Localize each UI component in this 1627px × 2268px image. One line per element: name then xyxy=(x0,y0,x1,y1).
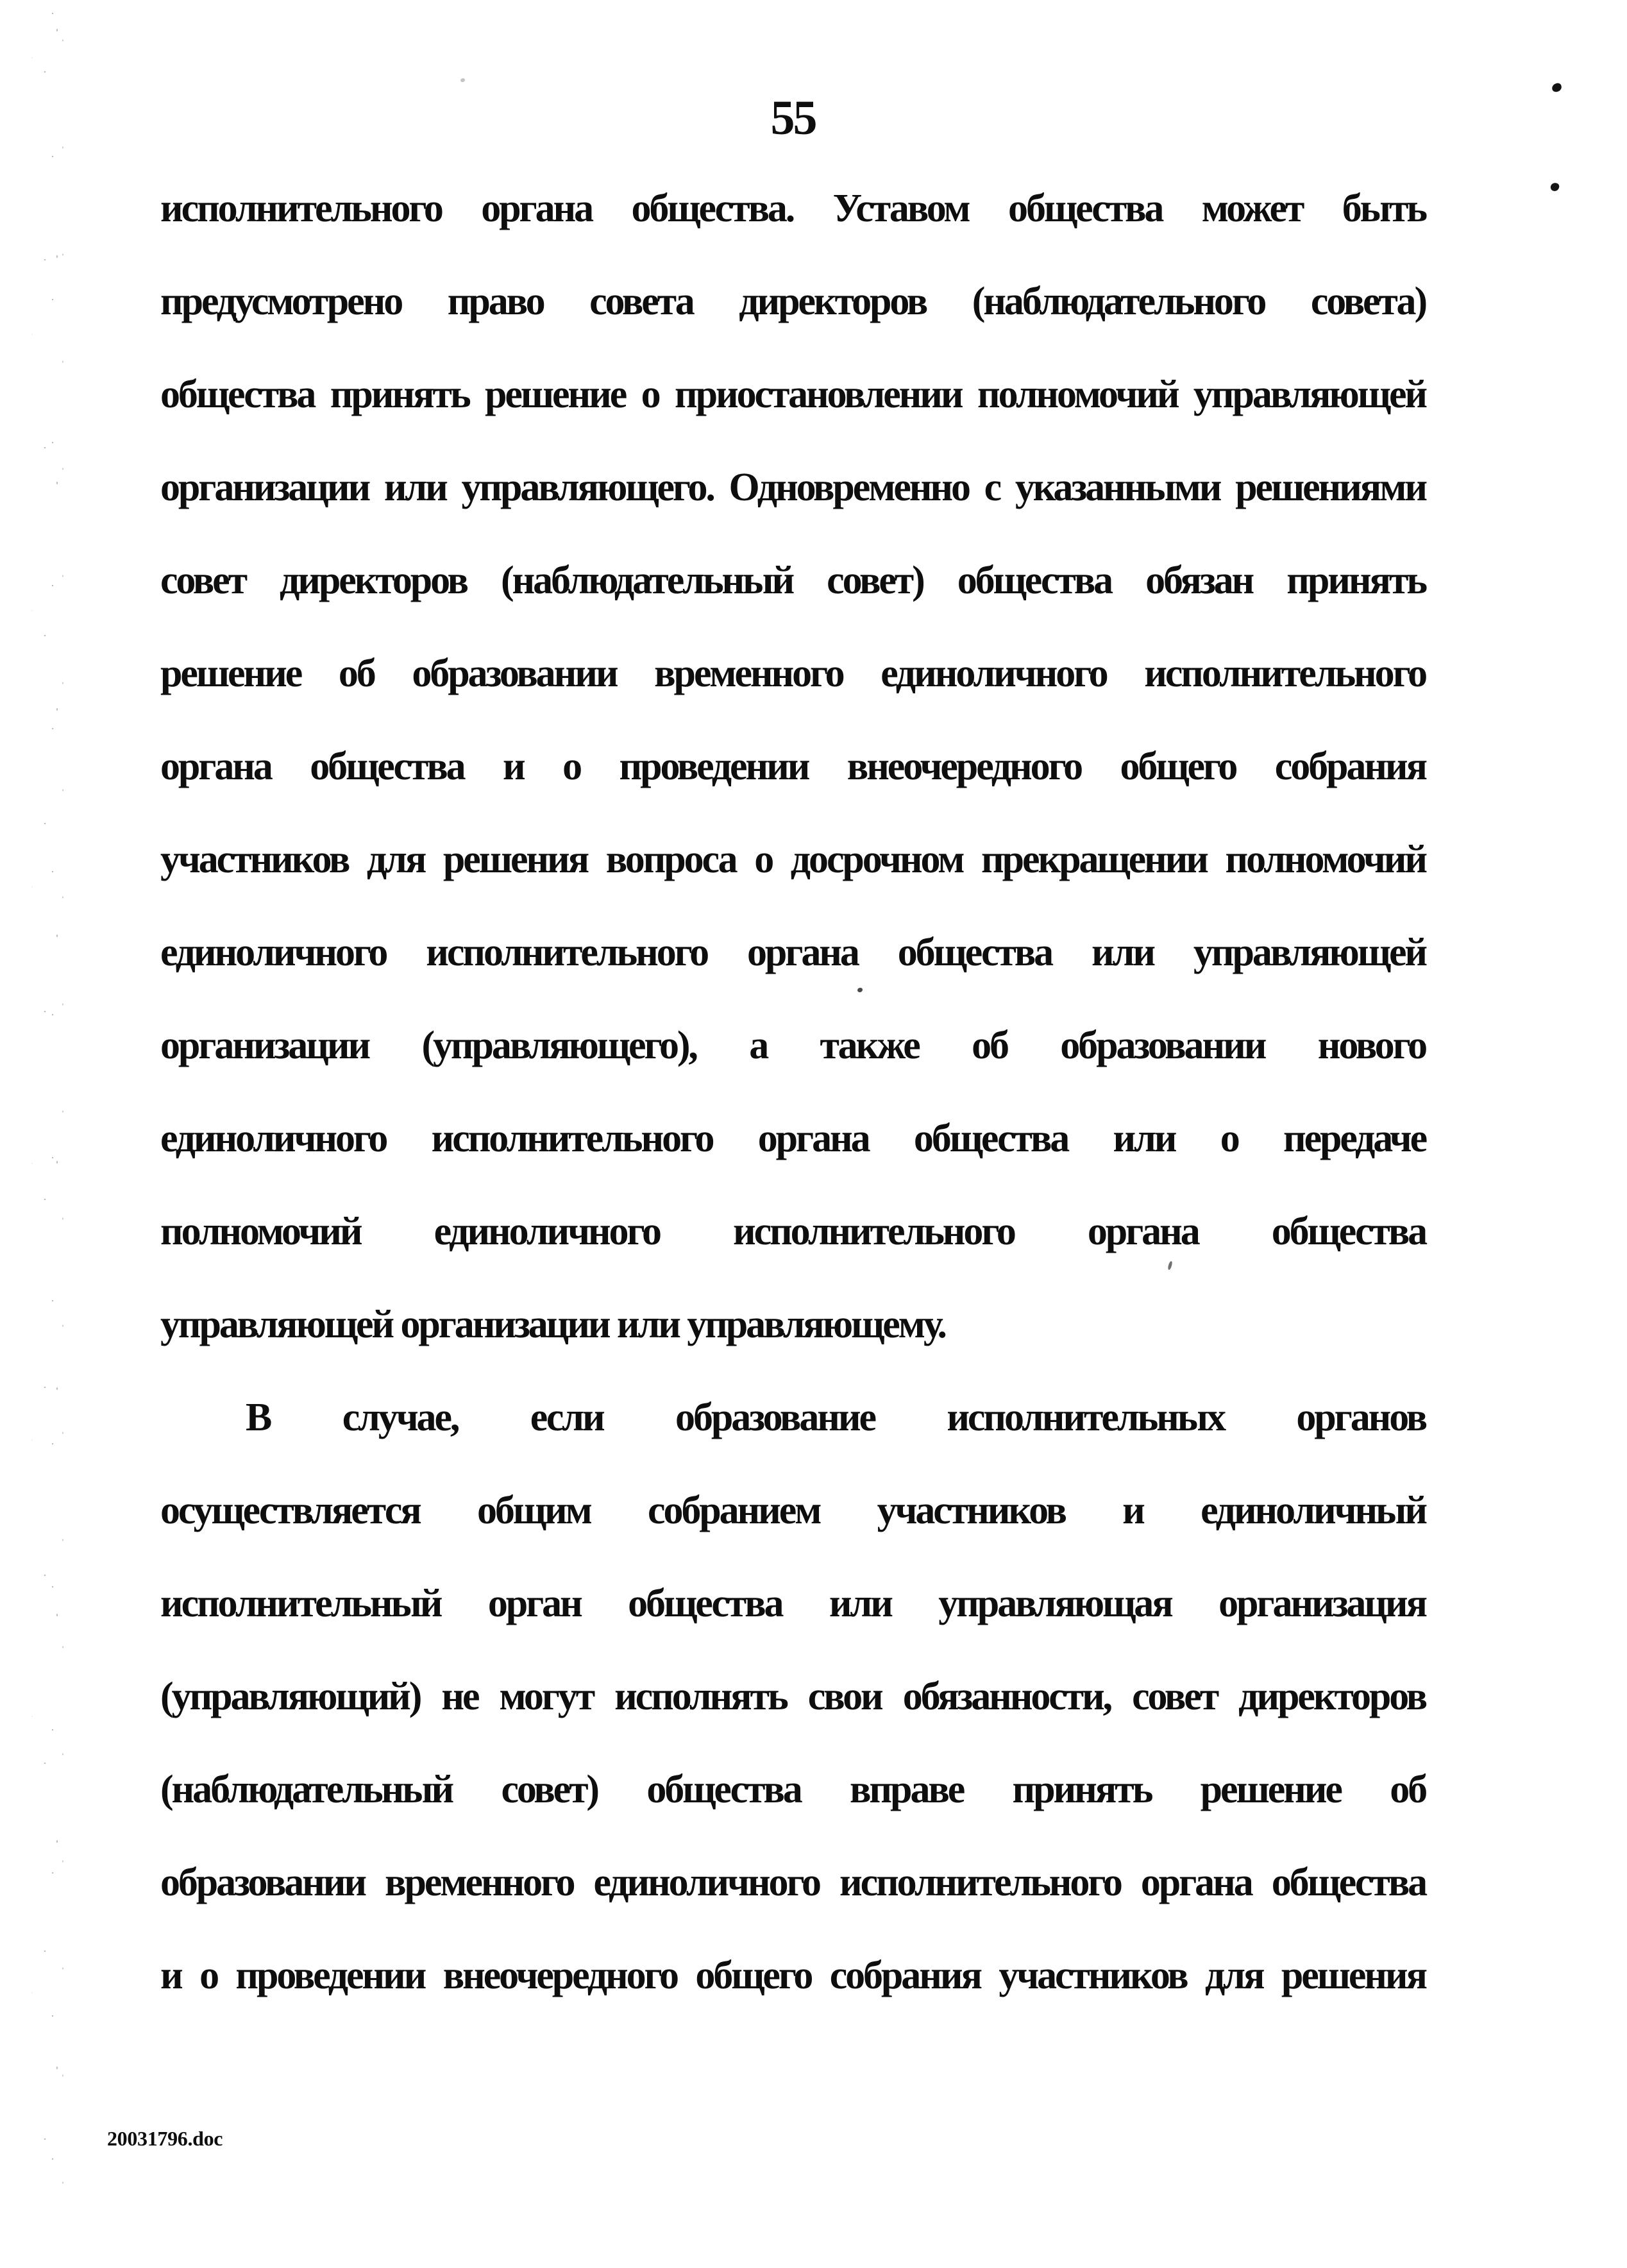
text-line: органа общества и о проведении внеочередного общего собрания xyxy=(160,745,1426,788)
page-number: 55 xyxy=(770,91,816,145)
text-line: В случае, если образование исполнительных органов xyxy=(246,1396,1426,1439)
text-line: единоличного исполнительного органа общества или о передаче xyxy=(160,1117,1426,1160)
text-line: организации (управляющего), а также об образовании нового xyxy=(160,1024,1426,1067)
text-line: исполнительного органа общества. Уставом общества может быть xyxy=(160,187,1426,230)
text-line: осуществляется общим собранием участников и единоличный xyxy=(160,1489,1426,1532)
ink-speck xyxy=(1549,182,1560,192)
text-line: образовании временного единоличного исполнительного органа общества xyxy=(160,1861,1426,1904)
text-line: полномочий единоличного исполнительного органа общества xyxy=(160,1210,1426,1253)
text-line: совет директоров (наблюдательный совет) общества обязан принять xyxy=(160,559,1426,602)
text-line: управляющей организации или управляющему. xyxy=(160,1303,945,1346)
document-body xyxy=(160,162,1426,2022)
text-line: предусмотрено право совета директоров (наблюдательного совета) xyxy=(160,280,1426,323)
footer-filename: 20031796.doc xyxy=(107,2127,223,2150)
paragraph xyxy=(160,1371,1426,2022)
text-line: исполнительный орган общества или управляющая организация xyxy=(160,1582,1426,1625)
text-line: участников для решения вопроса о досрочном прекращении полномочий xyxy=(160,838,1426,881)
ink-speck xyxy=(460,78,465,82)
text-line: единоличного исполнительного органа общества или управляющей xyxy=(160,931,1426,974)
text-line: организации или управляющего. Одновременно с указанными решениями xyxy=(160,466,1426,509)
paragraph xyxy=(160,162,1426,1371)
text-line: (управляющий) не могут исполнять свои обязанности, совет директоров xyxy=(160,1675,1426,1718)
ink-speck xyxy=(1551,82,1563,92)
text-line: и о проведении внеочередного общего собрания участников для решения xyxy=(160,1954,1426,1997)
text-line: решение об образовании временного единоличного исполнительного xyxy=(160,652,1426,695)
text-line: (наблюдательный совет) общества вправе принять решение об xyxy=(160,1768,1426,1811)
scan-noise-left-edge xyxy=(6,0,78,2268)
text-line: общества принять решение о приостановлении полномочий управляющей xyxy=(160,373,1426,416)
